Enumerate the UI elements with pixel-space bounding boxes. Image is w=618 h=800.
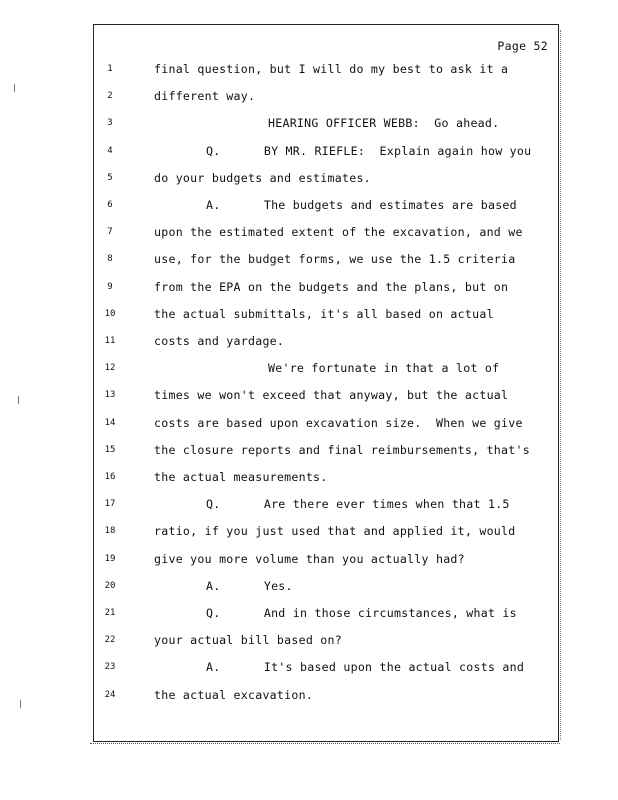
line-text: Q. And in those circumstances, what is: [206, 606, 517, 620]
transcript-line: [94, 86, 560, 113]
line-text: different way.: [154, 89, 256, 104]
transcript-line: [94, 576, 560, 603]
line-text: do your budgets and estimates.: [154, 170, 371, 185]
line-number: 23: [104, 662, 116, 673]
bottom-rule: [90, 743, 560, 744]
transcript-line: [94, 195, 560, 222]
line-number: 12: [104, 363, 116, 374]
transcript-line: [94, 630, 560, 657]
line-number: 22: [104, 635, 116, 646]
line-text: A. Yes.: [206, 578, 293, 593]
line-number: 11: [104, 336, 116, 346]
transcript-line: [94, 467, 560, 494]
line-text: the actual excavation.: [154, 687, 314, 702]
right-margin-dots: [560, 30, 563, 740]
transcript-line: [94, 331, 560, 358]
transcript-line: [94, 413, 560, 440]
line-text: the closure reports and final reimbursements, that's: [154, 442, 530, 457]
line-text: the actual measurements.: [154, 470, 328, 484]
transcript-line: [94, 249, 560, 276]
transcript-line: [94, 603, 560, 630]
line-number: 8: [107, 254, 113, 265]
line-text: costs and yardage.: [154, 334, 285, 348]
line-number: 14: [104, 417, 116, 428]
transcript-line: [94, 304, 560, 331]
margin-mark: [14, 84, 15, 92]
line-number: 10: [104, 308, 116, 319]
line-number: 3: [107, 118, 113, 129]
line-text: HEARING OFFICER WEBB: Go ahead.: [268, 116, 500, 131]
line-number: 4: [107, 145, 113, 156]
page-number: Page 52: [497, 39, 548, 53]
transcript-line: [94, 549, 560, 576]
line-text: ratio, if you just used that and applied it, would: [154, 524, 516, 539]
line-number: 16: [104, 472, 116, 482]
line-number: 21: [104, 608, 116, 618]
transcript-line: [94, 141, 560, 168]
line-text: give you more volume than you actually had?: [154, 551, 465, 566]
transcript-line: [94, 222, 560, 249]
transcript-line: [94, 685, 560, 712]
line-number: 7: [107, 227, 113, 238]
line-text: times we won't exceed that anyway, but the actual: [154, 388, 509, 403]
transcript-line: [94, 657, 560, 684]
line-text: Q. BY MR. RIEFLE: Explain again how you: [206, 143, 532, 158]
line-text: We're fortunate in that a lot of: [268, 361, 500, 376]
transcript-line: [94, 494, 560, 521]
line-text: your actual bill based on?: [154, 633, 342, 648]
line-text: use, for the budget forms, we use the 1.5 criteria: [154, 252, 516, 267]
line-number: 17: [104, 499, 116, 510]
line-text: final question, but I will do my best to ask it a: [154, 62, 509, 76]
transcript-line: [94, 277, 560, 304]
line-number: 24: [104, 689, 116, 700]
line-number: 5: [107, 172, 113, 183]
transcript-line: [94, 113, 560, 140]
transcript-line: [94, 440, 560, 467]
line-number: 9: [107, 281, 113, 292]
transcript-page: [93, 24, 559, 742]
margin-mark: [20, 700, 21, 708]
line-text: A. It's based upon the actual costs and: [206, 660, 525, 675]
line-text: Q. Are there ever times when that 1.5: [206, 497, 510, 512]
transcript-line: [94, 385, 560, 412]
line-number: 18: [104, 526, 116, 537]
line-text: costs are based upon excavation size. When we give: [154, 415, 523, 430]
transcript-line: [94, 168, 560, 195]
line-number: 6: [107, 200, 113, 210]
transcript-line: [94, 521, 560, 548]
line-text: from the EPA on the budgets and the plans, but on: [154, 279, 509, 294]
line-number: 1: [107, 64, 113, 74]
line-text: upon the estimated extent of the excavation, and we: [154, 225, 523, 240]
line-number: 19: [104, 553, 116, 564]
line-number: 15: [104, 444, 116, 455]
line-text: the actual submittals, it's all based on actual: [154, 306, 494, 321]
line-text: A. The budgets and estimates are based: [206, 198, 517, 212]
line-number: 13: [104, 390, 116, 401]
margin-mark: [18, 396, 19, 404]
line-number: 20: [104, 580, 116, 591]
transcript-line: [94, 59, 560, 86]
transcript-line: [94, 358, 560, 385]
line-number: 2: [107, 91, 113, 102]
